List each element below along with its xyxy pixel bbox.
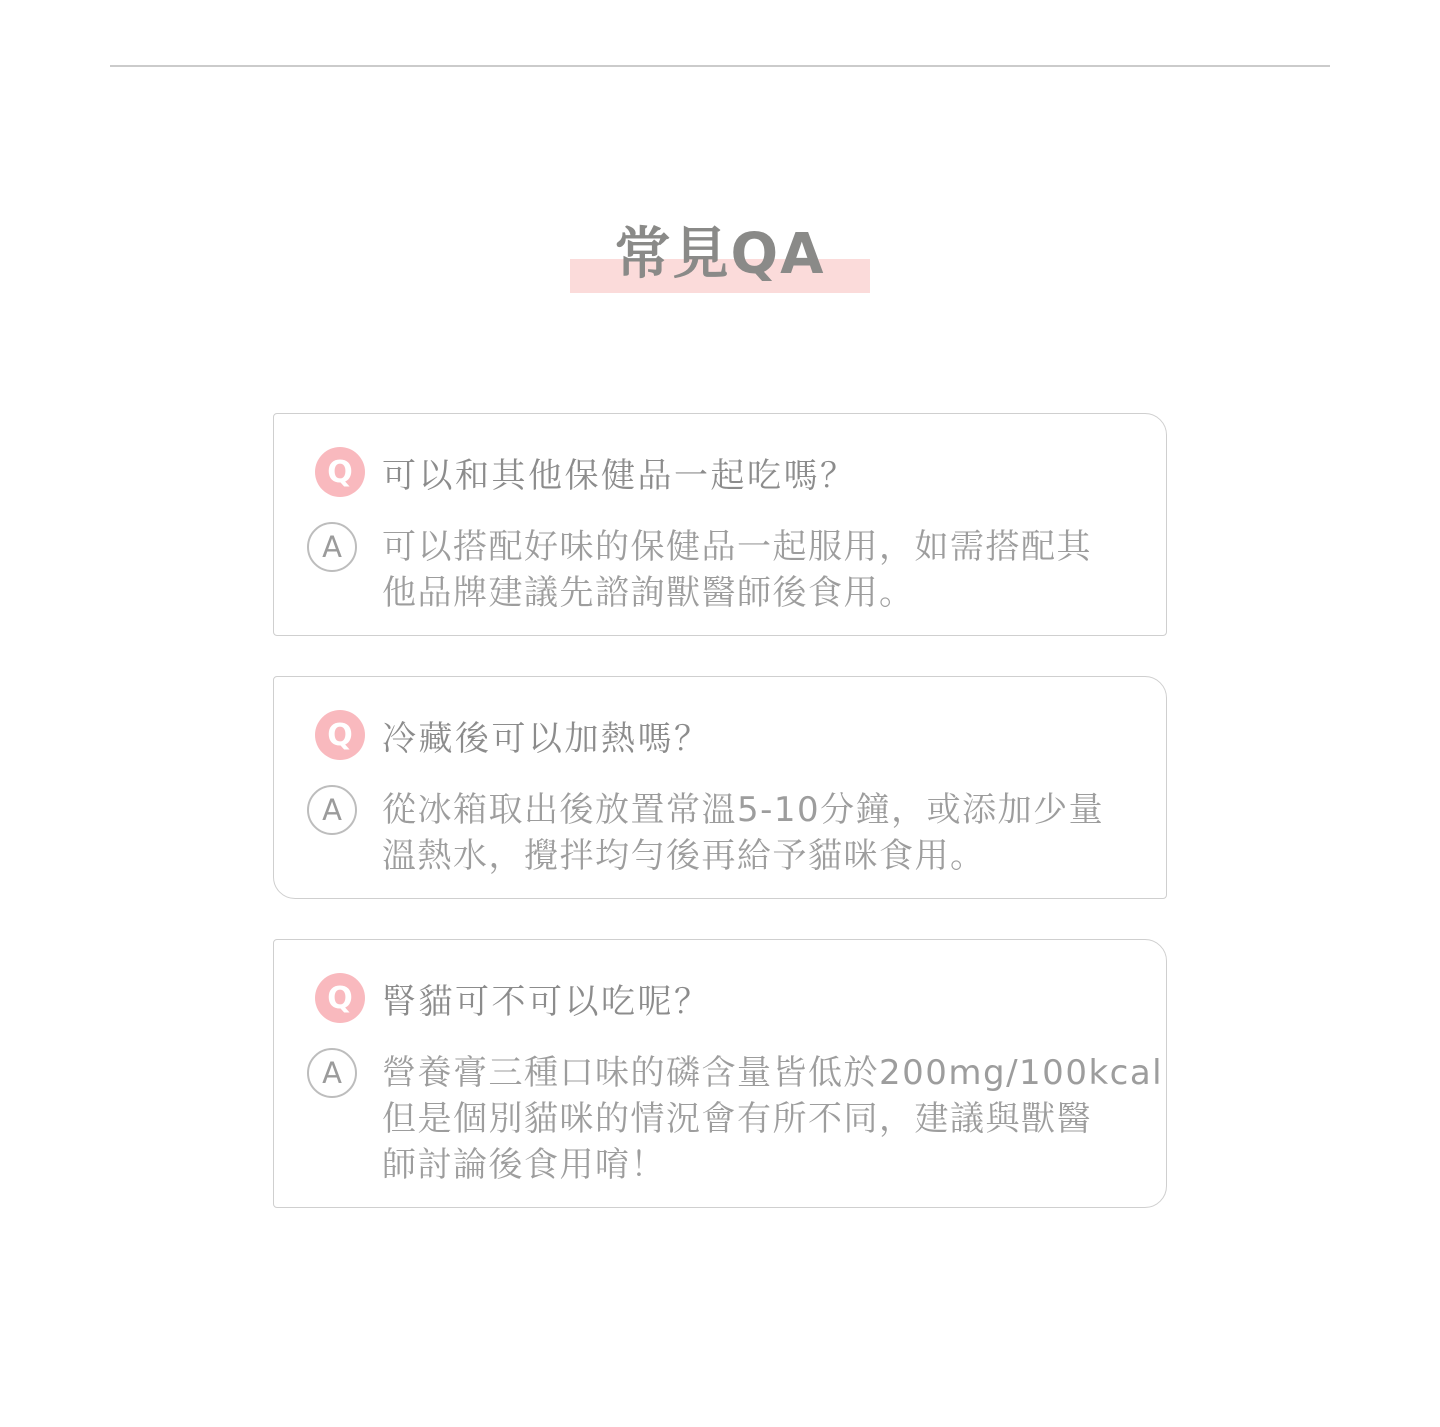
question-text: 腎貓可不可以吃呢？ (382, 981, 711, 1022)
answer-row (315, 1048, 1164, 1188)
answer-text (382, 522, 1092, 616)
section-header (570, 222, 870, 295)
answer-line: 溫熱水，攪拌均勻後再給予貓咪食用。 (382, 836, 986, 876)
answer-badge: A (307, 522, 357, 572)
answer-line: 他品牌建議先諮詢獸醫師後食用。 (382, 573, 915, 613)
faq-card (273, 939, 1167, 1208)
answer-badge: A (307, 1048, 357, 1098)
answer-line: 從冰箱取出後放置常溫5-10分鐘，或添加少量 (382, 790, 1105, 830)
answer-line: 營養膏三種口味的磷含量皆低於200mg/100kcal (382, 1053, 1164, 1093)
question-badge: Q (315, 447, 365, 497)
answer-line: 師討論後食用唷！ (382, 1145, 666, 1185)
question-row (315, 973, 1128, 1023)
faq-list (273, 413, 1167, 1208)
question-badge: Q (315, 710, 365, 760)
question-text: 冷藏後可以加熱嗎？ (382, 718, 711, 759)
question-text: 可以和其他保健品一起吃嗎？ (382, 455, 857, 496)
question-badge: Q (315, 973, 365, 1023)
answer-line: 但是個別貓咪的情況會有所不同，建議與獸醫 (382, 1099, 1092, 1139)
faq-card (273, 413, 1167, 636)
faq-card (273, 676, 1167, 899)
question-row (315, 447, 1128, 497)
page-title: 常見QA (614, 222, 826, 287)
answer-text (382, 785, 1104, 879)
answer-row (315, 785, 1128, 879)
answer-text (382, 1048, 1163, 1188)
question-row (315, 710, 1128, 760)
answer-badge: A (307, 785, 357, 835)
answer-row (315, 522, 1128, 616)
top-divider (110, 65, 1330, 67)
answer-line: 可以搭配好味的保健品一起服用，如需搭配其 (382, 527, 1092, 567)
